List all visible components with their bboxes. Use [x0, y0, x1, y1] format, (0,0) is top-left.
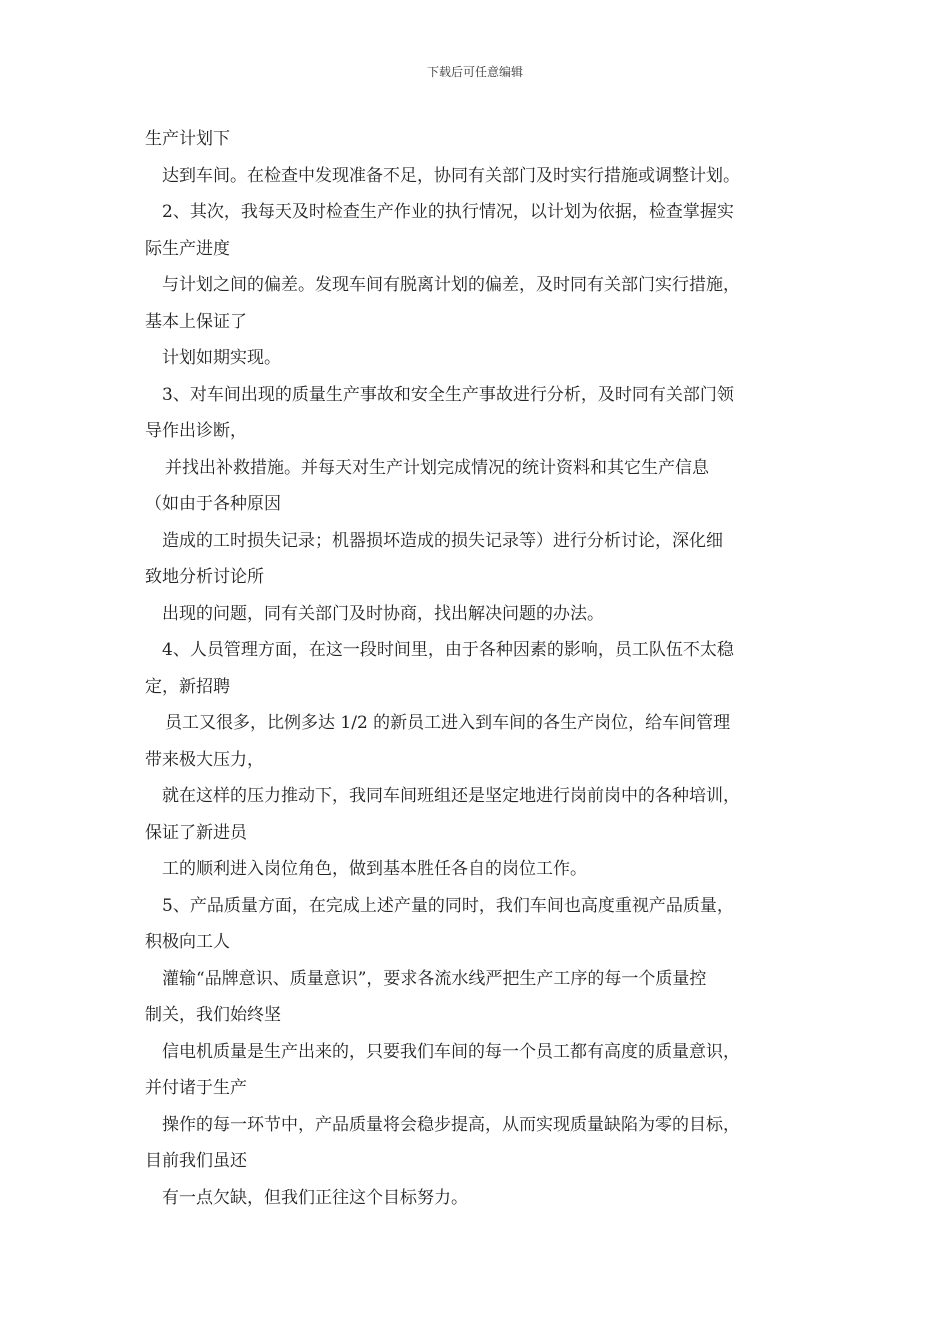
text-line: 操作的每一环节中，产品质量将会稳步提高，从而实现质量缺陷为零的目标， [162, 1114, 740, 1135]
text-line: 导作出诊断， [145, 421, 247, 441]
text-line: 目前我们虽还 [145, 1151, 247, 1171]
text-line: 生产计划下 [145, 129, 230, 149]
text-line: 并找出补救措施。并每天对生产计划完成情况的统计资料和其它生产信息 [165, 457, 709, 478]
text-line: 带来极大压力， [145, 749, 264, 770]
text-line: 就在这样的压力推动下，我同车间班组还是坚定地进行岗前岗中的各种培训， [162, 786, 740, 806]
text-line: 达到车间。在检查中发现准备不足，协同有关部门及时实行措施或调整计划。 [162, 165, 740, 186]
text-line: 积极向工人 [145, 932, 230, 952]
text-line: 4、人员管理方面，在这一段时间里，由于各种因素的影响，员工队伍不太稳 [162, 640, 734, 660]
text-line: 与计划之间的偏差。发现车间有脱离计划的偏差，及时同有关部门实行措施， [162, 275, 740, 295]
text-line: 出现的问题，同有关部门及时协商，找出解决问题的办法。 [162, 603, 604, 624]
text-line: （如由于各种原因 [145, 494, 281, 514]
document-body [145, 121, 825, 1216]
text-line: 际生产进度 [145, 238, 230, 259]
text-line: 3、对车间出现的质量生产事故和安全生产事故进行分析，及时同有关部门领 [162, 384, 734, 405]
text-line: 信电机质量是生产出来的，只要我们车间的每一个员工都有高度的质量意识， [162, 1041, 740, 1062]
page-header: 下载后可任意编辑 [426, 65, 523, 79]
text-line: 5、产品质量方面，在完成上述产量的同时，我们车间也高度重视产品质量， [162, 895, 734, 916]
text-line: 并付诸于生产 [145, 1078, 247, 1098]
text-line: 保证了新进员 [145, 822, 247, 843]
text-line: 工的顺利进入岗位角色，做到基本胜任各自的岗位工作。 [162, 859, 587, 879]
text-line: 计划如期实现。 [162, 348, 281, 368]
text-line: 有一点欠缺，但我们正往这个目标努力。 [162, 1187, 468, 1208]
text-line: 灌输“品牌意识、质量意识”，要求各流水线严把生产工序的每一个质量控 [162, 968, 707, 989]
text-line: 造成的工时损失记录；机器损坏造成的损失记录等）进行分析讨论，深化细 [162, 530, 723, 551]
text-line: 员工又很多，比例多达 1/2 的新员工进入到车间的各生产岗位，给车间管理 [165, 713, 731, 733]
text-line: 制关，我们始终坚 [145, 1005, 281, 1025]
text-line: 2、其次，我每天及时检查生产作业的执行情况，以计划为依据，检查掌握实 [162, 202, 734, 222]
text-line: 定，新招聘 [145, 676, 230, 697]
text-line: 致地分析讨论所 [145, 567, 264, 587]
text-line: 基本上保证了 [145, 311, 247, 332]
